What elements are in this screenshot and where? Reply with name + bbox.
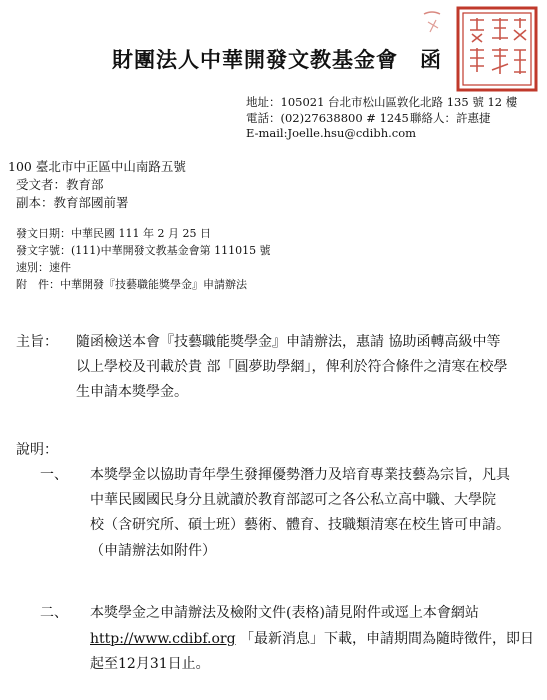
- subject-line: 隨函檢送本會『技藝職能獎學金』申請辦法，惠請 協助函轉高級中等: [76, 334, 501, 350]
- recipient-cc: 副本：教育部國前署: [16, 195, 129, 210]
- item-number: 二、: [40, 605, 68, 621]
- document-title: 財團法人中華開發文教基金會 函: [112, 47, 442, 72]
- item-line: 本獎學金之申請辦法及檢附文件(表格)請見附件或逕上本會網站: [90, 605, 479, 621]
- subject-line: 生申請本獎學金。: [76, 384, 188, 400]
- item-line: [90, 628, 534, 648]
- email-line: E-mail:Joelle.hsu@cdibh.com: [246, 126, 417, 140]
- delivery-speed: 速別：速件: [16, 261, 71, 274]
- issue-date: 發文日期：中華民國 111 年 2 月 25 日: [16, 227, 211, 240]
- reference-number: 發文字號：(111)中華開發文教基金會第 111015 號: [16, 244, 271, 257]
- foundation-website-link[interactable]: http://www.cdibf.org: [90, 631, 236, 647]
- address-line: 地址：105021 台北市松山區敦化北路 135 號 12 樓: [246, 95, 518, 109]
- item-line: 本獎學金以協助青年學生發揮優勢潛力及培育專業技藝為宗旨，凡具: [90, 467, 510, 483]
- contact-person: 聯絡人：許惠捷: [410, 111, 491, 125]
- subject-line: 以上學校及刊載於貴 部「圓夢助學網」，俾利於符合條件之清寒在校學: [76, 359, 508, 375]
- item-line: 校（含研究所、碩士班）藝術、體育、技職類清寒在校生皆可申請。: [90, 517, 510, 533]
- postal-address: 100 臺北市中正區中山南路五號: [8, 159, 186, 174]
- recipient-to: 受文者：教育部: [16, 177, 104, 192]
- item-line: 起至12月31日止。: [90, 656, 210, 672]
- attachment-line: 附 件：中華開發『技藝職能獎學金』申請辦法: [16, 278, 247, 291]
- subject-label: 主旨：: [16, 334, 58, 350]
- item-number: 一、: [40, 467, 68, 483]
- explanation-label: 說明：: [16, 442, 58, 458]
- item-line: （申請辦法如附件）: [90, 543, 216, 559]
- seal-stamp-icon: [418, 4, 540, 96]
- item-line: 中華民國國民身分且就讀於教育部認可之各公私立高中職、大學院: [90, 492, 496, 508]
- phone-line: 電話：(02)27638800 # 1245: [246, 111, 409, 125]
- item-line-continuation: 「最新消息」下載，申請期間為隨時徵件，即日: [240, 631, 535, 647]
